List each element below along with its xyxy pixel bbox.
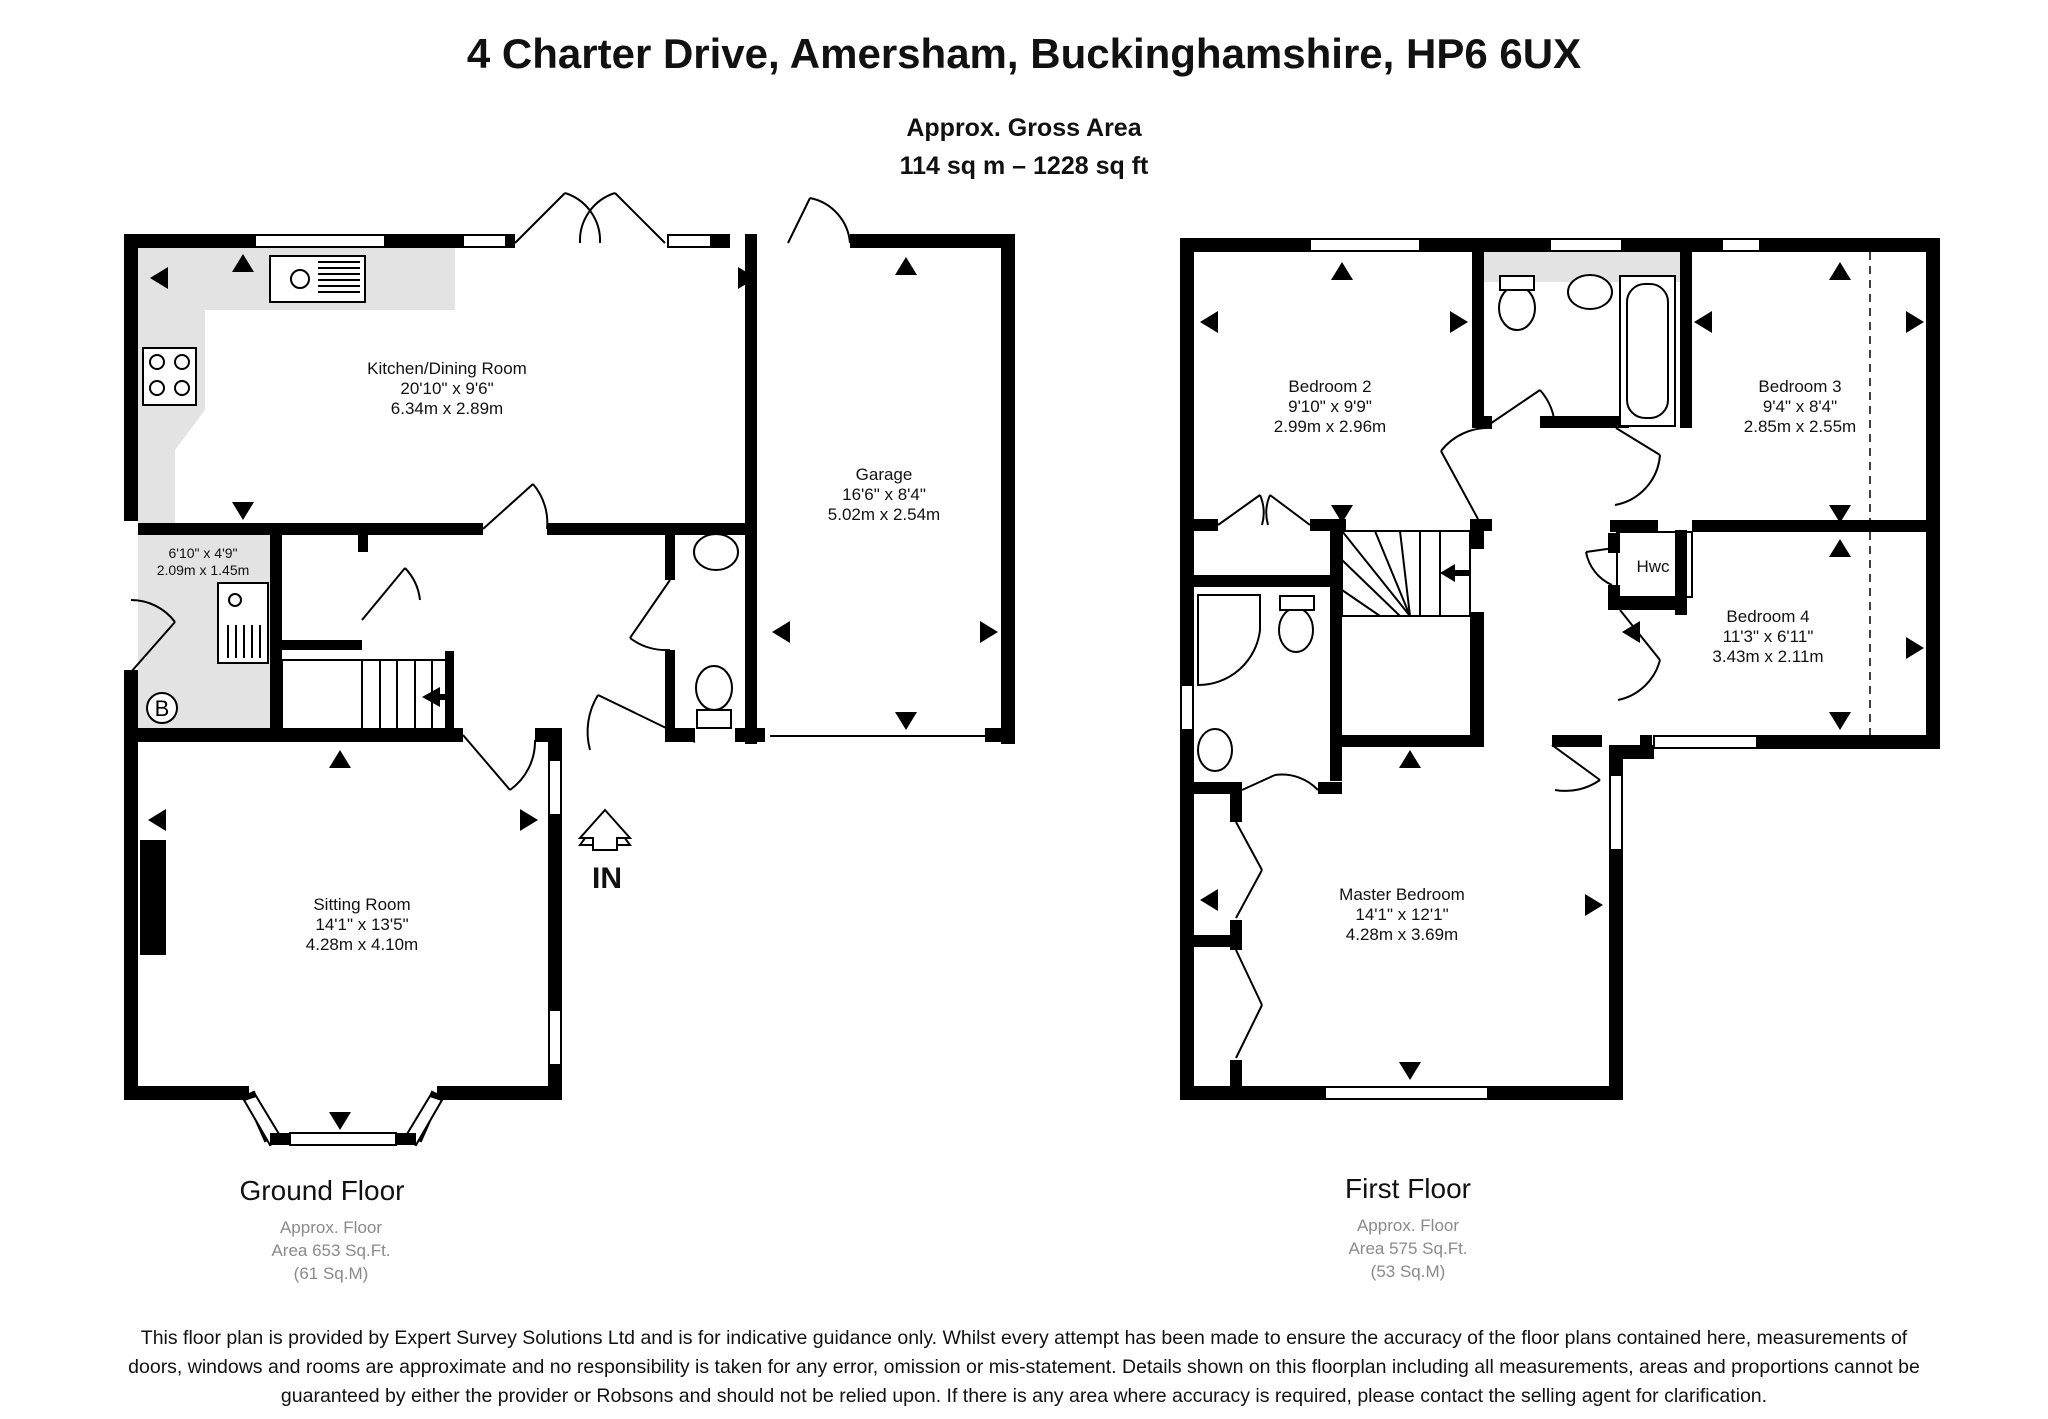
utility-imperial: 6'10" x 4'9" — [168, 545, 238, 561]
first-floor-area-line1: Approx. Floor — [1356, 1216, 1460, 1235]
first-floor-doors — [1218, 390, 1660, 1058]
gross-area-label: Approx. Gross Area — [906, 114, 1142, 142]
sitting-room-label: Sitting Room — [313, 895, 411, 914]
entrance-label: IN — [592, 862, 622, 895]
kitchen-imperial: 20'10" x 9'6" — [400, 379, 494, 398]
boiler-icon — [147, 693, 177, 723]
ground-floor-plan — [124, 193, 1015, 1145]
ground-floor-area-line1: Approx. Floor — [279, 1218, 383, 1237]
boiler-label: B — [154, 696, 170, 721]
disclaimer-line-2: doors, windows and rooms are approximate and no responsibility is taken for any error, omission or mis-statement. Details shown on this floorplan including all measurements, areas and proportions cannot be — [128, 1356, 1920, 1378]
first-floor-area-line3: (53 Sq.M) — [1370, 1262, 1446, 1281]
bathroom-basin-icon — [1568, 275, 1612, 309]
wc-toilet-icon — [696, 666, 732, 710]
first-floor-area — [1258, 1214, 1558, 1283]
bedroom-2-metric: 2.99m x 2.96m — [1273, 417, 1387, 436]
disclaimer-text — [10, 1324, 2038, 1411]
ground-floor-area — [181, 1216, 481, 1285]
sitting-room-metric: 4.28m x 4.10m — [305, 935, 419, 954]
gross-area-value: 114 sq m – 1228 sq ft — [899, 152, 1149, 180]
ground-floor-stairs — [282, 660, 448, 728]
utility-metric: 2.09m x 1.45m — [156, 562, 250, 578]
property-address-title: 4 Charter Drive, Amersham, Buckinghamshire, HP6 6UX — [466, 30, 1582, 77]
master-bedroom-imperial: 14'1" x 12'1" — [1355, 905, 1449, 924]
bedroom-4-imperial: 11'3" x 6'11" — [1722, 627, 1814, 646]
ensuite-toilet-icon — [1279, 608, 1313, 652]
first-floor-area-line2: Area 575 Sq.Ft. — [1348, 1239, 1468, 1258]
bedroom-3-metric: 2.85m x 2.55m — [1743, 417, 1857, 436]
kitchen-label: Kitchen/Dining Room — [367, 359, 527, 378]
first-floor-plan — [1180, 238, 1940, 1100]
bedroom-2-imperial: 9'10" x 9'9" — [1288, 397, 1372, 416]
ground-floor-area-line2: Area 653 Sq.Ft. — [271, 1241, 391, 1260]
bedroom-4-label: Bedroom 4 — [1726, 607, 1810, 626]
garage-imperial: 16'6" x 8'4" — [842, 485, 926, 504]
bedroom-3-label: Bedroom 3 — [1758, 377, 1842, 396]
ensuite-basin-icon — [1198, 729, 1232, 771]
kitchen-hob-icon — [143, 348, 196, 405]
bathroom-toilet-icon — [1499, 286, 1535, 330]
kitchen-metric: 6.34m x 2.89m — [390, 399, 504, 418]
bedroom-2-label: Bedroom 2 — [1288, 377, 1372, 396]
ground-floor-title: Ground Floor — [239, 1175, 405, 1206]
garage-label: Garage — [855, 465, 913, 484]
first-floor-title: First Floor — [1345, 1173, 1471, 1204]
master-bedroom-metric: 4.28m x 3.69m — [1345, 925, 1459, 944]
wc-basin-icon — [694, 534, 738, 570]
bedroom-4-metric: 3.43m x 2.11m — [1712, 647, 1824, 666]
garage-metric: 5.02m x 2.54m — [827, 505, 941, 524]
ground-floor-area-line3: (61 Sq.M) — [293, 1264, 369, 1283]
sitting-room-imperial: 14'1" x 13'5" — [315, 915, 409, 934]
disclaimer-line-3: guaranteed by either the provider or Robsons and should not be relied upon. If there is any area where accuracy is required, please contact the selling agent for clarification. — [280, 1385, 1768, 1407]
disclaimer-line-1: This floor plan is provided by Expert Survey Solutions Ltd and is for indicative guidance only. Whilst every attempt has been made to ensure the accuracy of the floor plans contained here, measurements of — [140, 1327, 1908, 1349]
master-bedroom-label: Master Bedroom — [1339, 885, 1465, 904]
entrance-arrow-icon — [580, 810, 630, 850]
bedroom-3-imperial: 9'4" x 8'4" — [1762, 397, 1838, 416]
shower-icon — [1198, 595, 1260, 685]
first-floor-walls — [1180, 238, 1940, 1100]
hwc-label: Hwc — [1636, 557, 1670, 576]
